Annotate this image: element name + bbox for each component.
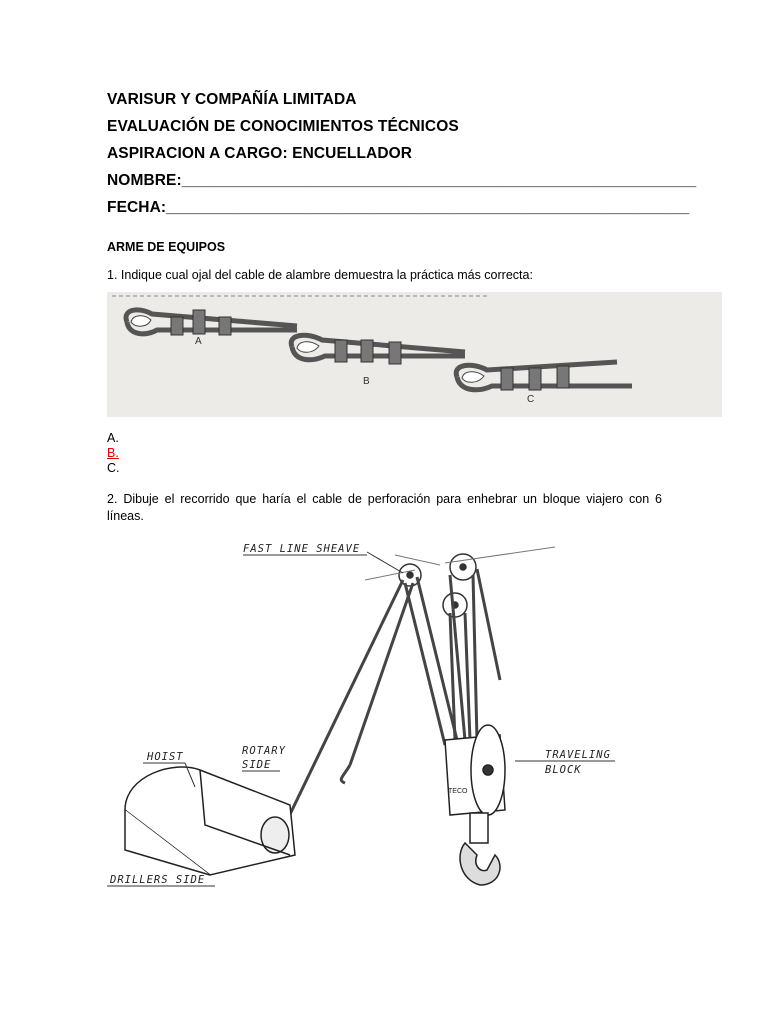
label-block: BLOCK [545,764,582,776]
drilling-lines [405,569,500,745]
label-hoist: HOIST [147,751,184,763]
dead-line [350,583,413,765]
evaluation-title: EVALUACIÓN DE CONOCIMIENTOS TÉCNICOS [107,118,459,135]
block-brand: TECO [448,788,468,795]
figure-label-c: C [527,394,535,405]
label-fast-line-sheave: FAST LINE SHEAVE [243,543,361,555]
position-title: ASPIRACION A CARGO: ENCUELLADOR [107,145,413,162]
question-1-text: 1. Indique cual ojal del cable de alambre demuestra la práctica más correcta: [107,268,533,282]
fast-line [280,580,403,835]
label-drillers-side: DRILLERS SIDE [110,874,206,886]
section-title: ARME DE EQUIPOS [107,240,226,254]
figure-label-b: B [363,376,370,387]
option-a[interactable]: A. [107,431,119,445]
traveling-block-figure [105,525,625,905]
wire-rope-eyes-figure [107,292,722,417]
option-c[interactable]: C. [107,461,120,475]
date-field[interactable]: FECHA:____________________________________________________________ [107,199,690,216]
name-field[interactable]: NOMBRE:___________________________________________________________ [107,172,697,189]
option-b-selected[interactable]: B. [107,446,119,460]
label-rotary-side: SIDE [242,759,272,771]
label-traveling: TRAVELING [545,749,611,761]
company-name: VARISUR Y COMPAÑÍA LIMITADA [107,91,357,108]
hoist-drum [125,767,295,875]
question-2-text: 2. Dibuje el recorrido que haría el cable de perforación para enhebrar un bloque viajero con 6 líneas. [107,492,662,523]
traveling-block [445,725,505,885]
label-rotary: ROTARY [242,745,286,757]
figure-label-a: A [195,336,202,347]
